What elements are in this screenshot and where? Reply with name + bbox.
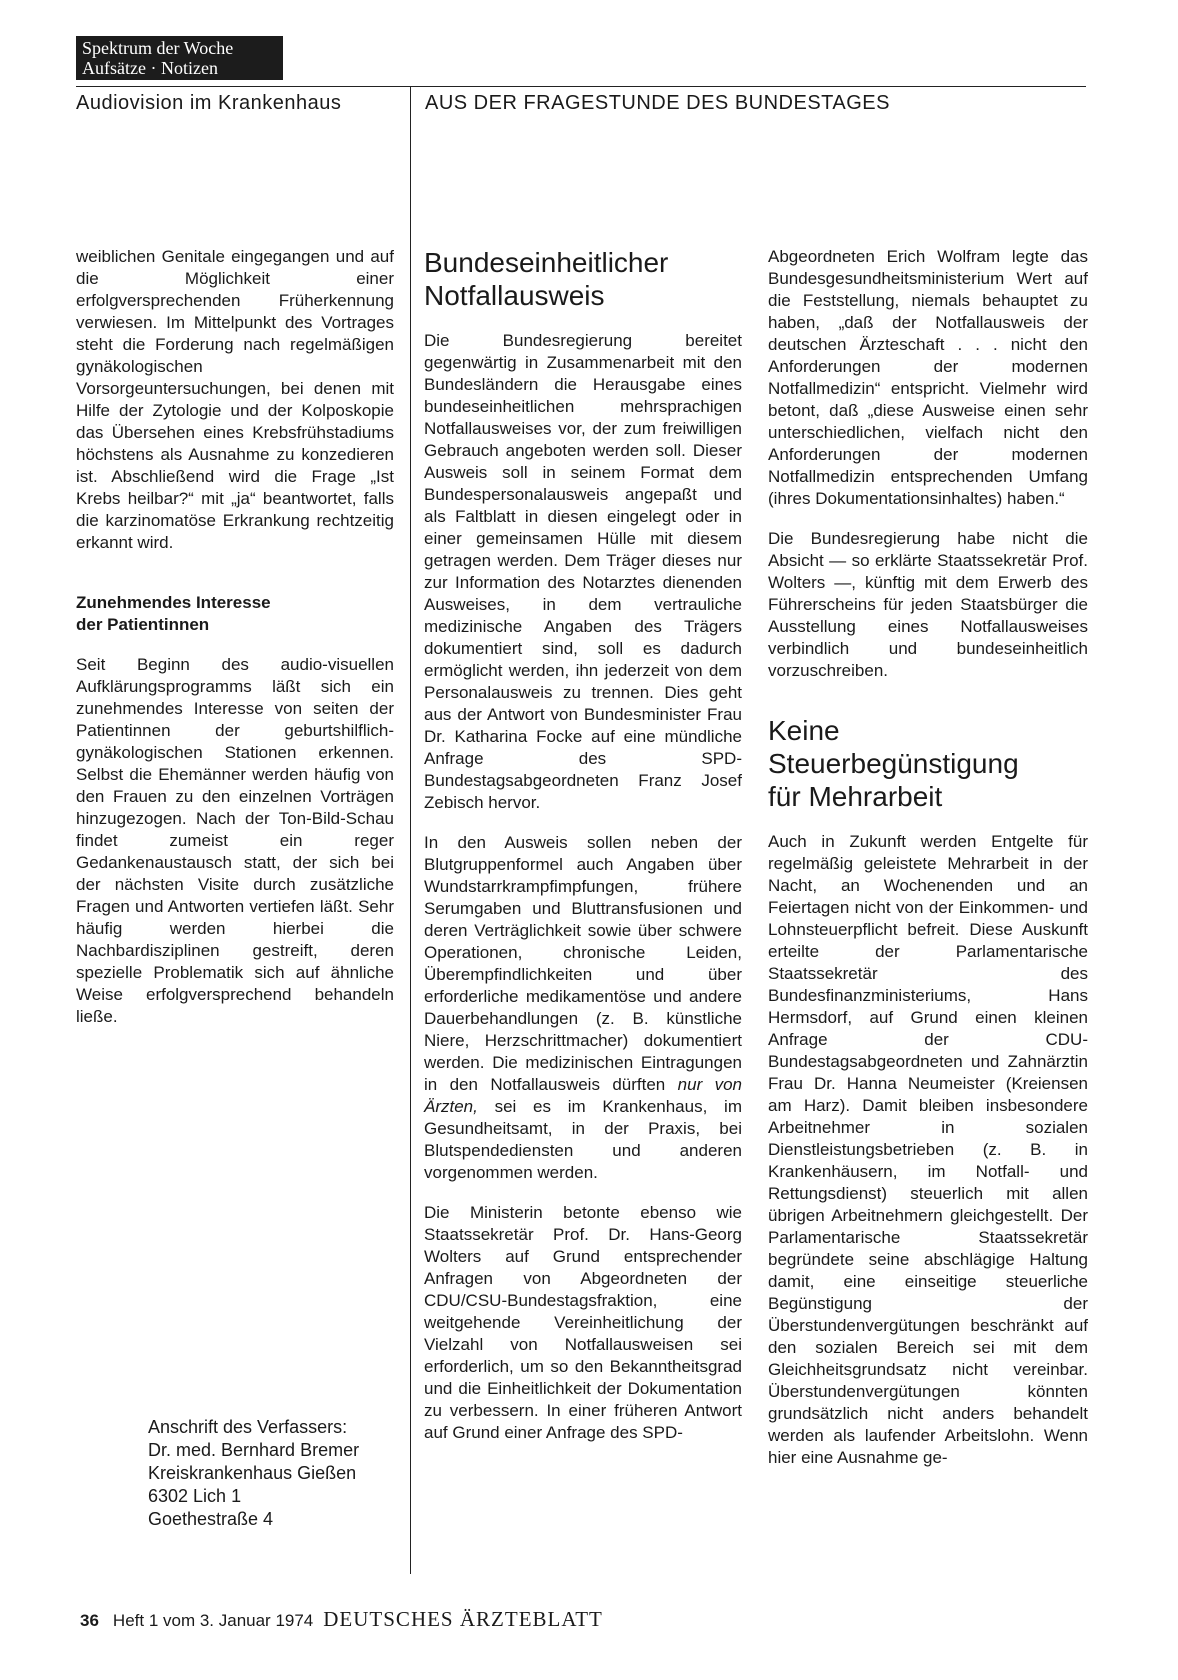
column-3	[768, 246, 1088, 1487]
text-span: sei es im Krankenhaus, im Gesundheitsamt, in der Praxis, bei Blutspendediensten und anderen vorgenommen werden.	[424, 1097, 742, 1182]
address-line: Anschrift des Verfassers:	[148, 1417, 348, 1437]
subheading-line-2: der Patientinnen	[76, 615, 210, 634]
column-1	[76, 246, 394, 1046]
subheading-line-1: Zunehmendes Interesse	[76, 593, 271, 612]
page-footer	[80, 1607, 603, 1632]
address-line: Dr. med. Bernhard Bremer	[148, 1440, 360, 1460]
address-line: 6302 Lich 1	[148, 1486, 242, 1506]
heading-line-3: für Mehrarbeit	[768, 781, 943, 812]
paragraph: Auch in Zukunft werden Entgelte für regelmäßig geleistete Mehrarbeit in der Nacht, an Wochenenden und an Feiertagen nicht von der Einkommen- und Lohnsteuerpflicht befreit. Diese Auskunft erteilte der Parlamentarische Staatssekretär des Bundesfinanzministeriums, Hans Hermsdorf, auf Grund einen kleinen Anfrage der CDU-Bundestagsabgeordneten und Zahnärztin Frau Dr. Hanna Neumeister (Kreiensen am Harz). Damit bleiben insbesondere Arbeitnehmer in sozialen Dienstleistungsbetrieben (z. B. in Krankenhäusern, im Notfall- und Rettungsdienst) steuerlich mit allen übrigen Arbeitnehmern gleichgestellt. Der Parlamentarische Staatssekretär begründete seine abschlägige Haltung damit, eine einseitige steuerliche Begünstigung der Überstundenvergütungen beschränkt auf den sozialen Bereich sei mit dem Gleichheitsgrundsatz nicht vereinbar. Überstundenvergütungen könnten grundsätzlich nicht anders behandelt werden als laufender Arbeitslohn. Wenn hier eine Ausnahme ge-	[768, 832, 1088, 1467]
magazine-name: DEUTSCHES ÄRZTEBLATT	[323, 1607, 603, 1631]
paragraph: Die Bundesregierung bereitet gegenwärtig in Zusammenarbeit mit den Bundesländern die Herausgabe eines bundeseinheitlichen mehrsprachigen Notfallausweises vor, der zum freiwilligen Gebrauch angeboten werden soll. Dieser Ausweis soll in seinem Format dem Bundespersonalausweis angepaßt und als Faltblatt in diesen eingelegt oder in einer gemeinsamen Hülle mit diesem getragen werden. Dem Träger dieses nur zur Information des Notarztes dienenden Ausweises, in dem vertrauliche medizinische Angaben des Trägers dokumentiert sind, soll es dadurch ermöglicht werden, ihn jederzeit von dem Personalausweis zu trennen. Dies geht aus der Antwort von Bundesminister Frau Dr. Katharina Focke auf eine mündliche Anfrage des SPD-Bundestagsabgeordneten Franz Josef Zebisch hervor.	[424, 331, 742, 812]
author-address	[148, 1416, 359, 1531]
paragraph: Seit Beginn des audio-visuellen Aufklärungsprogramms läßt sich ein zunehmendes Interesse von seiten der Patientinnen der geburtshilflich-gynäkologischen Stationen erkennen. Selbst die Ehemänner werden häufig von den Frauen zu den einzelnen Vorträgen hinzugezogen. Nach der Ton-Bild-Schau findet zumeist ein reger Gedankenaustausch statt, der sich bei der nächsten Visite durch zusätzliche Fragen und Antworten vertiefen läßt. Sehr häufig werden hierbei die Nachbardisziplinen gestreift, deren spezielle Problematik sich auf ähnliche Weise erfolgversprechend behandeln ließe.	[76, 655, 394, 1026]
paragraph: Die Bundesregierung habe nicht die Absicht — so erklärte Staatssekretär Prof. Wolters —, künftig mit dem Erwerb des Führerscheins für jeden Staatsbürger die Ausstellung eines Notfallausweises verbindlich und bundeseinheitlich vorzuschreiben.	[768, 529, 1088, 680]
column-divider	[410, 86, 411, 1574]
section-badge	[76, 36, 283, 80]
column-2	[424, 246, 742, 1462]
paragraph: weiblichen Genitale eingegangen und auf die Möglichkeit einer erfolgversprechenden Früherkennung verwiesen. Im Mittelpunkt des Vortrages steht die Forderung nach regelmäßigen gynäkologischen Vorsorgeuntersuchungen, bei denen mit Hilfe der Zytologie und der Kolposkopie das Übersehen eines Krebsfrühstadiums höchstens als Ausnahme zu konzedieren ist. Abschließend wird die Frage „Ist Krebs heilbar?“ mit „ja“ beantwortet, falls die karzinomatöse Erkrankung rechtzeitig erkannt wird.	[76, 247, 394, 552]
left-section-title: Audiovision im Krankenhaus	[76, 92, 342, 114]
article-heading	[424, 246, 742, 312]
text-span: In den Ausweis sollen neben der Blutgruppenformel auch Angaben über Wundstarrkrampfimpfungen, frühere Serumgaben und Bluttransfusionen und deren Verträglichkeit sowie über schwere Operationen, chronische Leiden, Überempfindlichkeiten und über erforderliche medikamentöse und andere Dauerbehandlungen (z. B. künstliche Niere, Herzschrittmacher) dokumentiert werden. Die medizinischen Eintragungen in den Notfallausweis dürften	[424, 833, 742, 1094]
badge-line-2: Aufsätze · Notizen	[82, 58, 218, 78]
heading-line-2: Notfallausweis	[424, 280, 605, 311]
emphasis: nur von Ärzten,	[424, 1075, 743, 1116]
right-section-title: AUS DER FRAGESTUNDE DES BUNDESTAGES	[425, 92, 890, 114]
heading-line-2: Steuerbegünstigung	[768, 748, 1019, 779]
address-line: Kreiskrankenhaus Gießen	[148, 1463, 357, 1483]
article-heading	[768, 714, 1088, 813]
heading-line-1: Keine	[768, 715, 840, 746]
heading-line-1: Bundeseinheitlicher	[424, 247, 669, 278]
top-rule	[76, 86, 1086, 87]
badge-line-1: Spektrum der Woche	[82, 38, 234, 58]
address-line: Goethestraße 4	[148, 1509, 274, 1529]
issue-info: Heft 1 vom 3. Januar 1974	[112, 1611, 314, 1630]
page-number: 36	[80, 1611, 99, 1630]
subheading	[76, 592, 394, 636]
paragraph: Die Ministerin betonte ebenso wie Staatssekretär Prof. Dr. Hans-Georg Wolters auf Grund entsprechender Anfragen von Abgeordneten der CDU/CSU-Bundestagsfraktion, eine weitgehende Vereinheitlichung der Vielzahl von Notfallausweisen sei erforderlich, um so den Bekanntheitsgrad und die Einheitlichkeit der Dokumentation zu verbessern. In einer früheren Antwort auf Grund einer Anfrage des SPD-	[424, 1203, 742, 1442]
paragraph	[424, 832, 742, 1184]
paragraph: Abgeordneten Erich Wolfram legte das Bundesgesundheitsministerium Wert auf die Feststellung, niemals behauptet zu haben, „daß der Notfallausweis der deutschen Ärzteschaft . . . nicht den Anforderungen der modernen Notfallmedizin“ entspricht. Vielmehr wird betont, daß „diese Ausweise einen sehr unterschiedlichen, vielfach nicht den Anforderungen der modernen Notfallmedizin entsprechenden Umfang (ihres Dokumentationsinhaltes) haben.“	[768, 247, 1088, 508]
